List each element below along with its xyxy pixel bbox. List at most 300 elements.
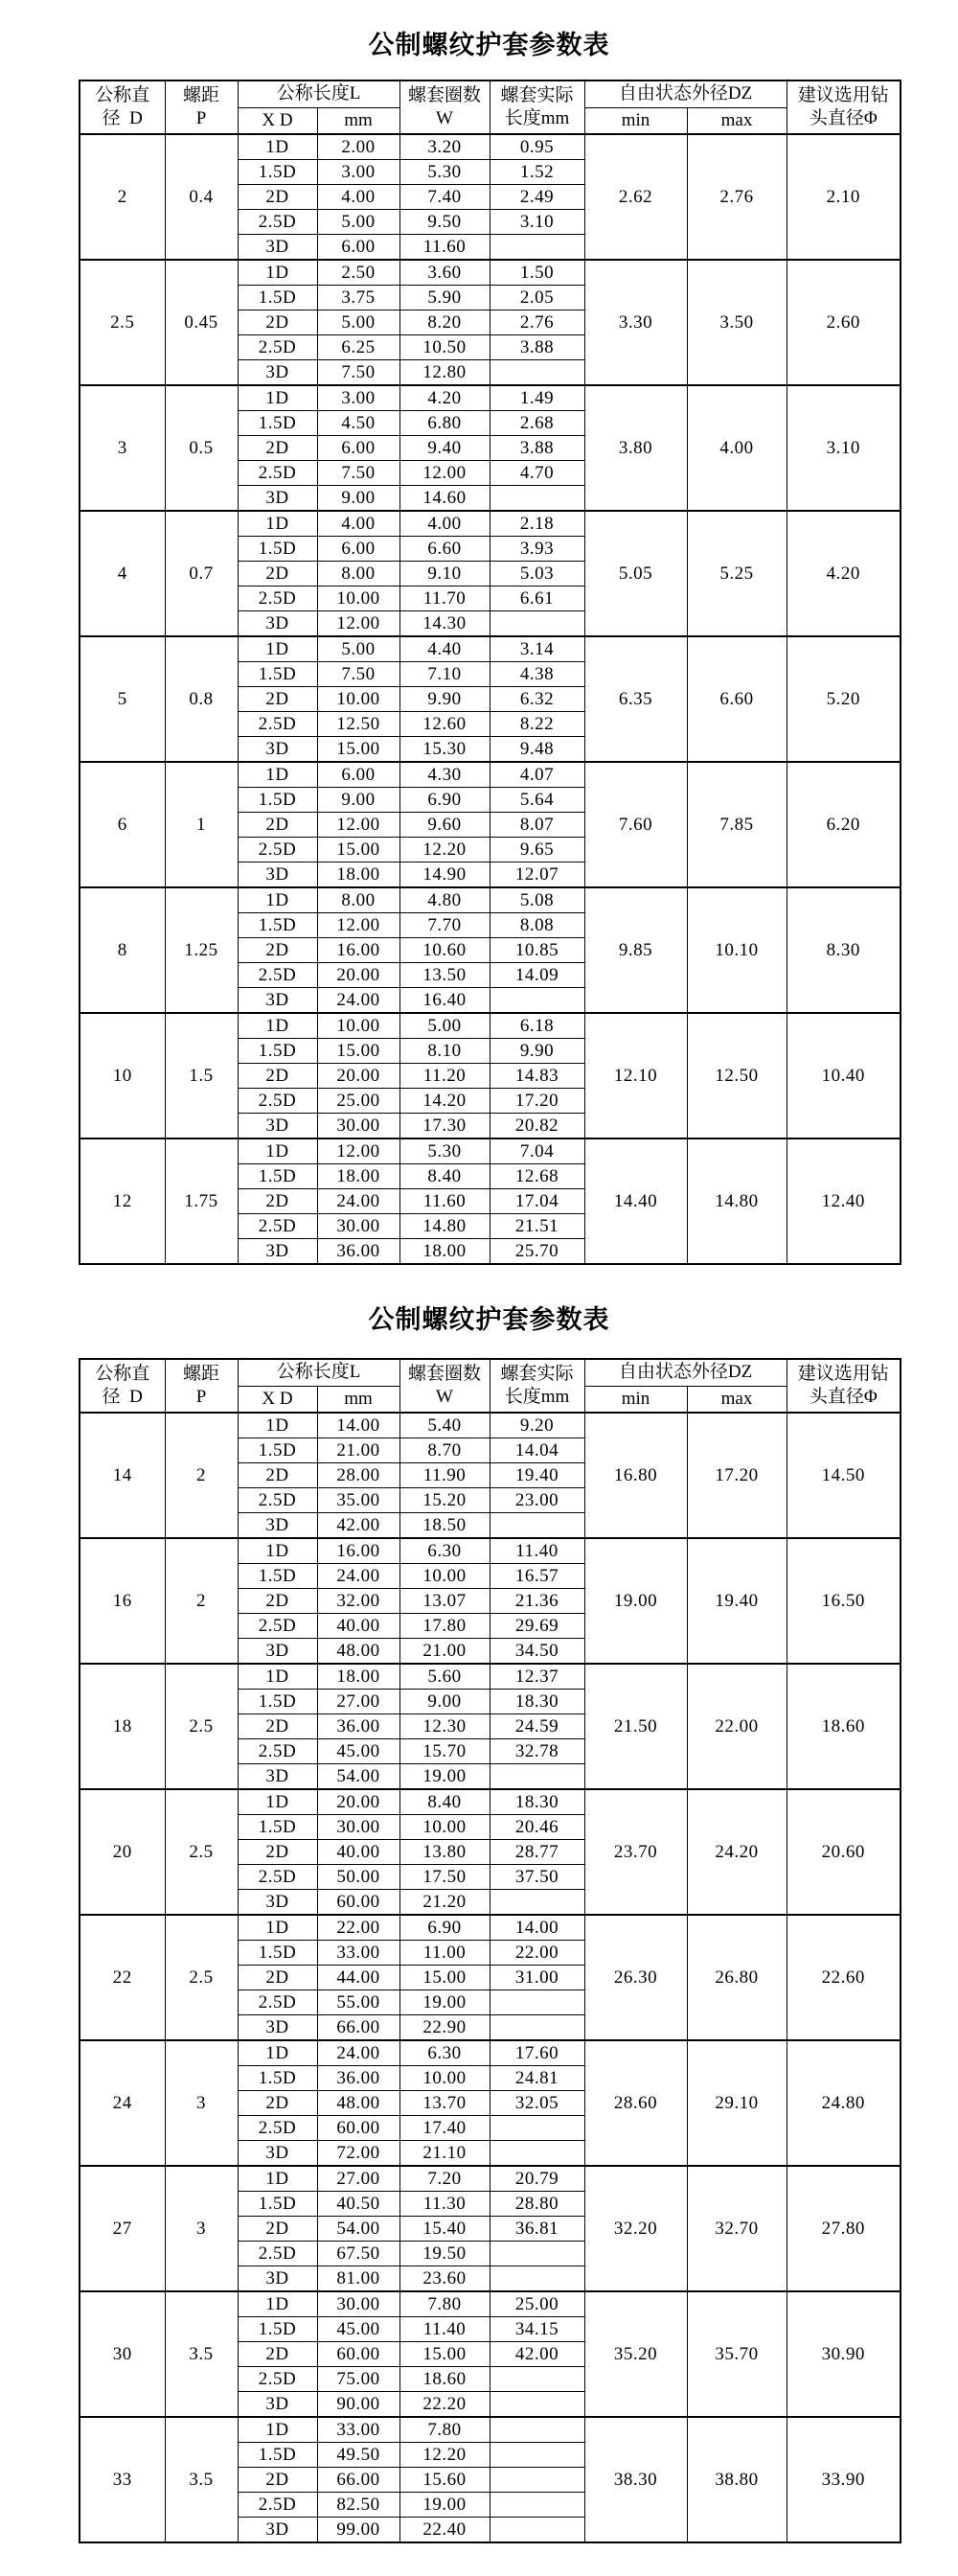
cell-actual-length — [490, 360, 584, 386]
cell-coil-count: 3.60 — [399, 260, 490, 286]
cell-length-xd: 3D — [238, 1114, 317, 1139]
cell-length-mm: 50.00 — [317, 1865, 399, 1890]
cell-actual-length — [490, 2266, 584, 2292]
cell-drill-diameter: 3.10 — [787, 385, 901, 511]
col-header-nominal-length: 公称长度L — [238, 1359, 399, 1386]
col-header-xd: X D — [238, 1386, 317, 1413]
table-section-1 — [0, 0, 958, 1265]
cell-length-xd: 2D — [238, 562, 317, 586]
cell-nominal-diameter: 2 — [80, 134, 165, 260]
cell-length-xd: 3D — [238, 737, 317, 763]
cell-length-xd: 2.5D — [238, 1089, 317, 1114]
cell-length-mm: 16.00 — [317, 938, 399, 963]
table-row — [80, 134, 901, 160]
cell-length-mm: 60.00 — [317, 2342, 399, 2367]
cell-length-mm: 24.00 — [317, 1564, 399, 1589]
cell-length-xd: 3D — [238, 360, 317, 386]
cell-length-mm: 4.00 — [317, 185, 399, 210]
cell-actual-length: 3.14 — [490, 636, 584, 662]
cell-coil-count: 7.10 — [399, 662, 490, 687]
header-text: P — [195, 108, 207, 129]
cell-length-xd: 1D — [238, 511, 317, 537]
cell-actual-length: 1.52 — [490, 160, 584, 185]
cell-length-mm: 35.00 — [317, 1488, 399, 1513]
cell-length-xd: 2.5D — [238, 963, 317, 988]
cell-actual-length: 9.20 — [490, 1413, 584, 1438]
cell-length-mm: 75.00 — [317, 2367, 399, 2392]
table-row — [80, 762, 901, 788]
cell-length-xd: 2D — [238, 938, 317, 963]
cell-length-mm: 10.00 — [317, 687, 399, 712]
cell-coil-count: 21.10 — [399, 2141, 490, 2167]
cell-coil-count: 18.50 — [399, 1513, 490, 1539]
cell-actual-length: 3.10 — [490, 210, 584, 235]
cell-length-xd: 1D — [238, 636, 317, 662]
cell-length-xd: 2.5D — [238, 586, 317, 611]
cell-actual-length: 3.88 — [490, 335, 584, 360]
cell-coil-count: 6.30 — [399, 2040, 490, 2066]
cell-actual-length: 20.46 — [490, 1815, 584, 1840]
cell-actual-length — [490, 2116, 584, 2141]
cell-od-min: 3.30 — [584, 260, 687, 385]
table-body — [80, 134, 901, 1264]
cell-length-xd: 3D — [238, 486, 317, 512]
cell-length-mm: 27.00 — [317, 2166, 399, 2192]
cell-od-max: 10.10 — [687, 887, 787, 1013]
cell-coil-count: 5.30 — [399, 1138, 490, 1164]
cell-length-xd: 3D — [238, 1764, 317, 1790]
cell-length-xd: 3D — [238, 2141, 317, 2167]
cell-length-xd: 2D — [238, 1064, 317, 1089]
col-header-drill-diameter — [787, 1359, 901, 1413]
cell-actual-length: 17.20 — [490, 1089, 584, 1114]
cell-actual-length: 28.77 — [490, 1840, 584, 1865]
table-row — [80, 2166, 901, 2192]
cell-length-mm: 20.00 — [317, 1789, 399, 1815]
cell-actual-length — [490, 235, 584, 261]
cell-length-mm: 6.00 — [317, 436, 399, 461]
cell-coil-count: 10.00 — [399, 2066, 490, 2091]
cell-od-max: 24.20 — [687, 1789, 787, 1915]
cell-actual-length: 22.00 — [490, 1941, 584, 1966]
cell-pitch: 3 — [165, 2166, 238, 2291]
cell-actual-length: 14.04 — [490, 1438, 584, 1463]
cell-coil-count: 4.00 — [399, 511, 490, 537]
cell-od-min: 16.80 — [584, 1413, 687, 1538]
cell-length-mm: 66.00 — [317, 2015, 399, 2041]
cell-length-mm: 16.00 — [317, 1538, 399, 1564]
cell-length-mm: 5.00 — [317, 210, 399, 235]
cell-length-mm: 9.00 — [317, 486, 399, 512]
cell-pitch: 2.5 — [165, 1789, 238, 1915]
cell-coil-count: 4.40 — [399, 636, 490, 662]
cell-length-xd: 3D — [238, 1513, 317, 1539]
cell-length-xd: 1.5D — [238, 1438, 317, 1463]
cell-coil-count: 9.60 — [399, 813, 490, 838]
cell-nominal-diameter: 30 — [80, 2291, 165, 2417]
cell-length-xd: 2D — [238, 185, 317, 210]
cell-actual-length — [490, 2518, 584, 2543]
cell-length-xd: 1D — [238, 2166, 317, 2192]
table-row — [80, 2417, 901, 2443]
cell-coil-count: 17.30 — [399, 1114, 490, 1139]
cell-length-xd: 2.5D — [238, 838, 317, 862]
cell-length-xd: 2D — [238, 813, 317, 838]
cell-actual-length — [490, 2242, 584, 2266]
cell-length-mm: 45.00 — [317, 1739, 399, 1764]
cell-length-mm: 48.00 — [317, 2091, 399, 2116]
cell-actual-length — [490, 2141, 584, 2167]
cell-coil-count: 14.30 — [399, 611, 490, 637]
cell-drill-diameter: 27.80 — [787, 2166, 901, 2291]
cell-pitch: 3 — [165, 2040, 238, 2166]
cell-coil-count: 15.40 — [399, 2217, 490, 2242]
cell-nominal-diameter: 2.5 — [80, 260, 165, 385]
cell-pitch: 0.8 — [165, 636, 238, 762]
cell-length-xd: 1D — [238, 887, 317, 913]
cell-actual-length: 25.70 — [490, 1239, 584, 1265]
cell-drill-diameter: 18.60 — [787, 1664, 901, 1789]
cell-coil-count: 14.20 — [399, 1089, 490, 1114]
cell-drill-diameter: 20.60 — [787, 1789, 901, 1915]
cell-actual-length — [490, 486, 584, 512]
cell-length-mm: 8.00 — [317, 887, 399, 913]
cell-length-mm: 24.00 — [317, 2040, 399, 2066]
cell-nominal-diameter: 16 — [80, 1538, 165, 1664]
cell-coil-count: 3.20 — [399, 134, 490, 160]
cell-length-mm: 24.00 — [317, 1189, 399, 1214]
cell-actual-length — [490, 2468, 584, 2493]
header-text: 长度mm — [504, 108, 570, 129]
header-text: 螺距 — [182, 1364, 219, 1385]
cell-length-mm: 48.00 — [317, 1639, 399, 1665]
cell-coil-count: 9.90 — [399, 687, 490, 712]
cell-length-mm: 18.00 — [317, 1664, 399, 1690]
cell-actual-length: 9.65 — [490, 838, 584, 862]
cell-actual-length: 23.00 — [490, 1488, 584, 1513]
cell-length-mm: 30.00 — [317, 1114, 399, 1139]
cell-coil-count: 6.60 — [399, 537, 490, 562]
cell-actual-length: 28.80 — [490, 2192, 584, 2217]
cell-coil-count: 10.60 — [399, 938, 490, 963]
cell-coil-count: 5.40 — [399, 1413, 490, 1438]
cell-od-max: 6.60 — [687, 636, 787, 762]
cell-length-xd: 3D — [238, 862, 317, 888]
col-header-max: max — [687, 107, 787, 134]
cell-length-xd: 1.5D — [238, 160, 317, 185]
cell-length-mm: 33.00 — [317, 2417, 399, 2443]
cell-coil-count: 5.30 — [399, 160, 490, 185]
cell-length-mm: 33.00 — [317, 1941, 399, 1966]
table-row — [80, 1138, 901, 1164]
cell-actual-length: 3.88 — [490, 436, 584, 461]
cell-od-max: 3.50 — [687, 260, 787, 385]
cell-length-xd: 1D — [238, 385, 317, 411]
header-text: 建议选用钻 — [797, 85, 889, 106]
header-text: 径 D — [102, 1387, 143, 1408]
header-text: 建议选用钻 — [797, 1364, 889, 1385]
cell-coil-count: 7.70 — [399, 913, 490, 938]
cell-length-xd: 2D — [238, 687, 317, 712]
cell-actual-length: 14.83 — [490, 1064, 584, 1089]
cell-length-xd: 1D — [238, 2417, 317, 2443]
cell-length-xd: 3D — [238, 988, 317, 1014]
cell-coil-count: 8.10 — [399, 1039, 490, 1064]
cell-length-xd: 1D — [238, 1538, 317, 1564]
cell-length-mm: 12.50 — [317, 712, 399, 737]
col-header-min: min — [584, 1386, 687, 1413]
cell-coil-count: 11.70 — [399, 586, 490, 611]
cell-coil-count: 4.20 — [399, 385, 490, 411]
cell-actual-length: 2.76 — [490, 310, 584, 335]
cell-pitch: 1.25 — [165, 887, 238, 1013]
cell-length-mm: 55.00 — [317, 1990, 399, 2015]
cell-length-xd: 2D — [238, 1966, 317, 1990]
cell-coil-count: 12.00 — [399, 461, 490, 486]
col-header-coil-count — [399, 1359, 490, 1413]
cell-coil-count: 4.80 — [399, 887, 490, 913]
col-header-mm: mm — [317, 107, 399, 134]
cell-actual-length: 31.00 — [490, 1966, 584, 1990]
col-header-xd: X D — [238, 107, 317, 134]
cell-length-mm: 36.00 — [317, 2066, 399, 2091]
cell-length-xd: 1D — [238, 1915, 317, 1941]
cell-length-xd: 2.5D — [238, 2367, 317, 2392]
cell-length-xd: 1.5D — [238, 1164, 317, 1189]
cell-length-mm: 4.50 — [317, 411, 399, 436]
cell-actual-length: 1.50 — [490, 260, 584, 286]
cell-length-mm: 12.00 — [317, 913, 399, 938]
cell-length-xd: 3D — [238, 235, 317, 261]
header-text: 头直径Φ — [809, 108, 878, 129]
cell-coil-count: 7.40 — [399, 185, 490, 210]
cell-length-mm: 7.50 — [317, 662, 399, 687]
cell-length-xd: 1.5D — [238, 411, 317, 436]
header-text: 螺距 — [182, 85, 219, 106]
header-text: 长度mm — [504, 1387, 570, 1408]
cell-pitch: 3.5 — [165, 2417, 238, 2542]
cell-length-mm: 15.00 — [317, 737, 399, 763]
cell-length-xd: 2D — [238, 310, 317, 335]
col-header-pitch — [165, 1359, 238, 1413]
cell-nominal-diameter: 33 — [80, 2417, 165, 2542]
cell-actual-length: 4.70 — [490, 461, 584, 486]
cell-coil-count: 18.00 — [399, 1239, 490, 1265]
cell-nominal-diameter: 6 — [80, 762, 165, 887]
cell-length-xd: 1.5D — [238, 662, 317, 687]
cell-coil-count: 19.00 — [399, 1990, 490, 2015]
cell-actual-length: 21.36 — [490, 1589, 584, 1614]
table-row — [80, 1538, 901, 1564]
cell-coil-count: 11.40 — [399, 2317, 490, 2342]
header-text: 径 D — [102, 108, 143, 129]
cell-actual-length — [490, 2367, 584, 2392]
cell-coil-count: 8.70 — [399, 1438, 490, 1463]
cell-actual-length — [490, 2392, 584, 2418]
cell-length-xd: 3D — [238, 2518, 317, 2543]
cell-coil-count: 10.50 — [399, 335, 490, 360]
col-header-mm: mm — [317, 1386, 399, 1413]
cell-length-mm: 60.00 — [317, 2116, 399, 2141]
cell-length-xd: 2D — [238, 2217, 317, 2242]
cell-length-xd: 2.5D — [238, 335, 317, 360]
cell-coil-count: 17.50 — [399, 1865, 490, 1890]
cell-length-mm: 66.00 — [317, 2468, 399, 2493]
cell-coil-count: 6.30 — [399, 1538, 490, 1564]
cell-od-min: 21.50 — [584, 1664, 687, 1789]
cell-length-mm: 3.00 — [317, 385, 399, 411]
cell-length-mm: 30.00 — [317, 2291, 399, 2317]
cell-length-mm: 40.50 — [317, 2192, 399, 2217]
col-header-nominal-diameter — [80, 1359, 165, 1413]
cell-actual-length: 37.50 — [490, 1865, 584, 1890]
cell-od-min: 19.00 — [584, 1538, 687, 1664]
cell-length-mm: 20.00 — [317, 963, 399, 988]
cell-od-min: 32.20 — [584, 2166, 687, 2291]
cell-length-mm: 99.00 — [317, 2518, 399, 2543]
cell-length-mm: 18.00 — [317, 862, 399, 888]
cell-length-mm: 40.00 — [317, 1840, 399, 1865]
cell-length-xd: 1D — [238, 2291, 317, 2317]
cell-coil-count: 9.50 — [399, 210, 490, 235]
cell-drill-diameter: 24.80 — [787, 2040, 901, 2166]
cell-od-max: 12.50 — [687, 1013, 787, 1138]
cell-drill-diameter: 4.20 — [787, 511, 901, 636]
cell-pitch: 0.45 — [165, 260, 238, 385]
header-text: 公称直 — [95, 1364, 150, 1385]
cell-nominal-diameter: 8 — [80, 887, 165, 1013]
cell-od-max: 26.80 — [687, 1915, 787, 2040]
cell-length-xd: 2D — [238, 2342, 317, 2367]
cell-actual-length: 17.60 — [490, 2040, 584, 2066]
cell-length-mm: 5.00 — [317, 310, 399, 335]
cell-length-mm: 32.00 — [317, 1589, 399, 1614]
cell-drill-diameter: 16.50 — [787, 1538, 901, 1664]
cell-length-xd: 1D — [238, 134, 317, 160]
col-header-free-state-od: 自由状态外径DZ — [584, 1359, 787, 1386]
col-header-min: min — [584, 107, 687, 134]
cell-nominal-diameter: 5 — [80, 636, 165, 762]
cell-length-xd: 2.5D — [238, 1214, 317, 1239]
cell-length-xd: 2D — [238, 1189, 317, 1214]
cell-length-mm: 15.00 — [317, 838, 399, 862]
cell-length-mm: 15.00 — [317, 1039, 399, 1064]
cell-length-mm: 3.00 — [317, 160, 399, 185]
cell-coil-count: 13.07 — [399, 1589, 490, 1614]
cell-length-mm: 72.00 — [317, 2141, 399, 2167]
cell-coil-count: 17.40 — [399, 2116, 490, 2141]
cell-length-mm: 42.00 — [317, 1513, 399, 1539]
cell-length-mm: 36.00 — [317, 1239, 399, 1265]
cell-length-mm: 44.00 — [317, 1966, 399, 1990]
cell-coil-count: 4.30 — [399, 762, 490, 788]
cell-actual-length: 12.37 — [490, 1664, 584, 1690]
cell-actual-length: 9.48 — [490, 737, 584, 763]
col-header-actual-length — [490, 1359, 584, 1413]
cell-coil-count: 19.00 — [399, 2493, 490, 2518]
cell-coil-count: 11.20 — [399, 1064, 490, 1089]
cell-length-xd: 1D — [238, 1789, 317, 1815]
cell-length-mm: 27.00 — [317, 1690, 399, 1714]
cell-length-xd: 2D — [238, 436, 317, 461]
cell-od-min: 28.60 — [584, 2040, 687, 2166]
header-text: 螺套圈数 — [408, 1364, 482, 1385]
cell-coil-count: 9.40 — [399, 436, 490, 461]
cell-nominal-diameter: 20 — [80, 1789, 165, 1915]
cell-actual-length: 24.81 — [490, 2066, 584, 2091]
cell-coil-count: 15.60 — [399, 2468, 490, 2493]
cell-length-mm: 12.00 — [317, 813, 399, 838]
cell-coil-count: 13.70 — [399, 2091, 490, 2116]
table-title: 公制螺纹护套参数表 — [368, 1305, 610, 1335]
cell-length-xd: 2.5D — [238, 1990, 317, 2015]
cell-length-xd: 2D — [238, 1589, 317, 1614]
cell-length-mm: 18.00 — [317, 1164, 399, 1189]
cell-length-mm: 5.00 — [317, 636, 399, 662]
cell-od-max: 17.20 — [687, 1413, 787, 1538]
cell-length-mm: 7.50 — [317, 461, 399, 486]
cell-od-min: 35.20 — [584, 2291, 687, 2417]
header-text: W — [436, 108, 453, 129]
cell-pitch: 2 — [165, 1413, 238, 1538]
cell-drill-diameter: 2.60 — [787, 260, 901, 385]
cell-length-mm: 24.00 — [317, 988, 399, 1014]
table-row — [80, 1915, 901, 1941]
cell-actual-length: 8.07 — [490, 813, 584, 838]
cell-length-mm: 40.00 — [317, 1614, 399, 1639]
cell-coil-count: 19.00 — [399, 1764, 490, 1790]
cell-length-mm: 21.00 — [317, 1438, 399, 1463]
cell-coil-count: 21.20 — [399, 1890, 490, 1916]
cell-pitch: 3.5 — [165, 2291, 238, 2417]
header-row-1 — [80, 1359, 901, 1386]
table-row — [80, 1013, 901, 1039]
cell-actual-length — [490, 2015, 584, 2041]
table-header — [80, 1359, 901, 1413]
cell-length-xd: 1.5D — [238, 1941, 317, 1966]
cell-coil-count: 12.20 — [399, 838, 490, 862]
cell-pitch: 0.7 — [165, 511, 238, 636]
table-row — [80, 636, 901, 662]
cell-length-xd: 2D — [238, 2468, 317, 2493]
cell-length-xd: 2.5D — [238, 2116, 317, 2141]
cell-actual-length — [490, 1890, 584, 1916]
col-header-drill-diameter — [787, 80, 901, 134]
cell-coil-count: 15.20 — [399, 1488, 490, 1513]
cell-length-xd: 3D — [238, 2392, 317, 2418]
cell-length-xd: 1D — [238, 2040, 317, 2066]
cell-length-xd: 2D — [238, 2091, 317, 2116]
table-body — [80, 1413, 901, 2542]
cell-length-mm: 6.25 — [317, 335, 399, 360]
col-header-nominal-length: 公称长度L — [238, 80, 399, 107]
cell-length-mm: 2.00 — [317, 134, 399, 160]
thread-insert-parameter-table-1 — [79, 80, 901, 1265]
cell-nominal-diameter: 12 — [80, 1138, 165, 1264]
cell-length-xd: 3D — [238, 611, 317, 637]
cell-length-mm: 6.00 — [317, 762, 399, 788]
cell-coil-count: 15.30 — [399, 737, 490, 763]
cell-actual-length — [490, 988, 584, 1014]
table-section-2 — [0, 1305, 958, 2543]
cell-length-mm: 4.00 — [317, 511, 399, 537]
cell-actual-length: 11.40 — [490, 1538, 584, 1564]
cell-length-xd: 2D — [238, 1840, 317, 1865]
cell-od-max: 4.00 — [687, 385, 787, 511]
cell-actual-length — [490, 1764, 584, 1790]
table-row — [80, 1789, 901, 1815]
cell-length-xd: 1.5D — [238, 2192, 317, 2217]
